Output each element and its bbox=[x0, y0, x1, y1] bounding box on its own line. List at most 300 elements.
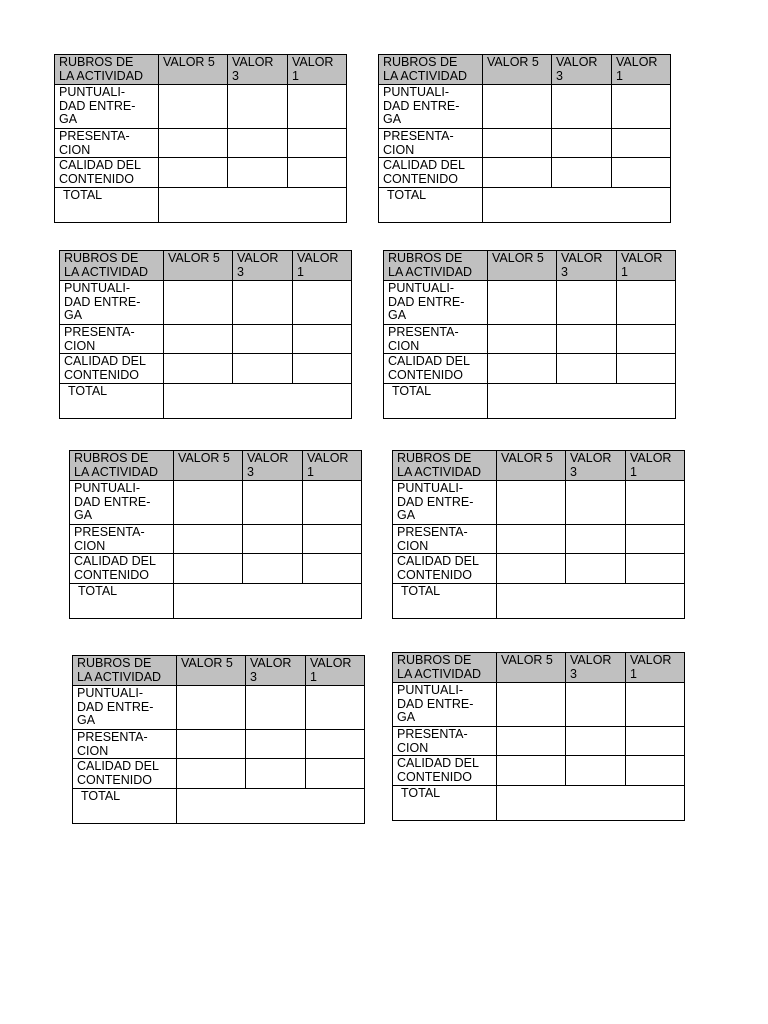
total-label-cell bbox=[393, 786, 497, 821]
puntualidad-valor3-cell bbox=[566, 481, 626, 525]
header-rubros-cell bbox=[55, 55, 159, 85]
puntualidad-valor3-cell bbox=[246, 686, 306, 730]
presentacion-line1: PRESENTA- bbox=[77, 730, 148, 744]
header-valor1-line1: VALOR bbox=[297, 251, 339, 265]
presentacion-valor5-cell bbox=[174, 525, 243, 554]
puntualidad-line2: DAD ENTRE- bbox=[397, 696, 474, 711]
row-calidad bbox=[393, 756, 685, 786]
header-valor3-line2: 3 bbox=[561, 264, 568, 279]
header-row bbox=[393, 451, 685, 481]
puntualidad-line2: DAD ENTRE- bbox=[388, 294, 465, 309]
total-label-cell bbox=[70, 584, 174, 619]
header-rubros-line1: RUBROS DE bbox=[77, 656, 152, 670]
puntualidad-label-cell bbox=[60, 281, 164, 325]
row-puntualidad bbox=[70, 481, 362, 525]
header-rubros-line1: RUBROS DE bbox=[64, 251, 139, 265]
header-valor1-cell bbox=[288, 55, 347, 85]
row-total bbox=[55, 188, 347, 223]
calidad-valor5-cell bbox=[483, 158, 552, 188]
rubric-table-5 bbox=[69, 450, 362, 619]
header-valor1-line2: 1 bbox=[297, 264, 304, 279]
calidad-line1: CALIDAD DEL bbox=[74, 554, 156, 568]
puntualidad-valor5-cell bbox=[159, 85, 228, 129]
puntualidad-line3: GA bbox=[74, 508, 93, 522]
row-presentacion bbox=[73, 730, 365, 759]
header-valor1-cell bbox=[306, 656, 365, 686]
presentacion-valor3-cell bbox=[566, 727, 626, 756]
row-puntualidad bbox=[60, 281, 352, 325]
presentacion-line2: CION bbox=[77, 743, 109, 758]
puntualidad-label-cell bbox=[393, 683, 497, 727]
row-calidad bbox=[55, 158, 347, 188]
puntualidad-label-cell bbox=[379, 85, 483, 129]
puntualidad-line2: DAD ENTRE- bbox=[64, 294, 141, 309]
header-valor1-line2: 1 bbox=[310, 669, 317, 684]
header-valor1-line2: 1 bbox=[630, 666, 637, 681]
puntualidad-valor5-cell bbox=[497, 683, 566, 727]
puntualidad-line1: PUNTUALI- bbox=[74, 481, 140, 495]
calidad-valor3-cell bbox=[552, 158, 612, 188]
calidad-label-cell bbox=[73, 759, 177, 789]
calidad-valor1-cell bbox=[306, 759, 365, 789]
total-label: TOTAL bbox=[78, 584, 118, 598]
header-row bbox=[379, 55, 671, 85]
puntualidad-valor1-cell bbox=[306, 686, 365, 730]
puntualidad-valor3-cell bbox=[243, 481, 303, 525]
total-label: TOTAL bbox=[392, 384, 432, 398]
row-presentacion bbox=[55, 129, 347, 158]
presentacion-valor3-cell bbox=[246, 730, 306, 759]
header-valor1-line2: 1 bbox=[616, 68, 623, 83]
header-valor3-line2: 3 bbox=[570, 666, 577, 681]
calidad-line2: CONTENIDO bbox=[77, 772, 152, 787]
puntualidad-line1: PUNTUALI- bbox=[397, 481, 463, 495]
presentacion-valor3-cell bbox=[243, 525, 303, 554]
header-rubros-line1: RUBROS DE bbox=[388, 251, 463, 265]
header-valor3-line2: 3 bbox=[247, 464, 254, 479]
presentacion-label-cell bbox=[55, 129, 159, 158]
presentacion-label-cell bbox=[393, 525, 497, 554]
header-valor3-cell bbox=[557, 251, 617, 281]
total-label: TOTAL bbox=[401, 786, 441, 800]
header-rubros-line2: LA ACTIVIDAD bbox=[388, 264, 473, 279]
header-valor3-line1: VALOR bbox=[250, 656, 292, 670]
header-valor5-label: VALOR 5 bbox=[178, 451, 230, 465]
puntualidad-valor5-cell bbox=[497, 481, 566, 525]
puntualidad-line3: GA bbox=[397, 710, 416, 724]
puntualidad-line2: DAD ENTRE- bbox=[74, 494, 151, 509]
header-valor3-line1: VALOR bbox=[556, 55, 598, 69]
calidad-valor1-cell bbox=[288, 158, 347, 188]
puntualidad-line2: DAD ENTRE- bbox=[383, 98, 460, 113]
header-row bbox=[55, 55, 347, 85]
puntualidad-valor1-cell bbox=[626, 481, 685, 525]
calidad-valor5-cell bbox=[177, 759, 246, 789]
header-valor5-cell bbox=[164, 251, 233, 281]
row-calidad bbox=[73, 759, 365, 789]
puntualidad-line1: PUNTUALI- bbox=[397, 683, 463, 697]
header-row bbox=[384, 251, 676, 281]
puntualidad-label-cell bbox=[393, 481, 497, 525]
total-label-cell bbox=[379, 188, 483, 223]
puntualidad-line1: PUNTUALI- bbox=[77, 686, 143, 700]
calidad-line1: CALIDAD DEL bbox=[397, 756, 479, 770]
header-valor5-label: VALOR 5 bbox=[501, 451, 553, 465]
header-rubros-line1: RUBROS DE bbox=[397, 653, 472, 667]
calidad-label-cell bbox=[70, 554, 174, 584]
presentacion-line1: PRESENTA- bbox=[59, 129, 130, 143]
total-label-cell bbox=[384, 384, 488, 419]
calidad-line2: CONTENIDO bbox=[388, 367, 463, 382]
calidad-line2: CONTENIDO bbox=[59, 171, 134, 186]
calidad-line2: CONTENIDO bbox=[397, 769, 472, 784]
header-valor3-cell bbox=[552, 55, 612, 85]
calidad-valor3-cell bbox=[566, 554, 626, 584]
header-valor3-line2: 3 bbox=[232, 68, 239, 83]
total-label-cell bbox=[393, 584, 497, 619]
calidad-valor3-cell bbox=[246, 759, 306, 789]
presentacion-valor1-cell bbox=[288, 129, 347, 158]
total-value-cell bbox=[177, 789, 365, 824]
calidad-valor1-cell bbox=[617, 354, 676, 384]
calidad-line1: CALIDAD DEL bbox=[59, 158, 141, 172]
puntualidad-valor1-cell bbox=[293, 281, 352, 325]
total-value-cell bbox=[497, 786, 685, 821]
header-rubros-cell bbox=[393, 653, 497, 683]
row-presentacion bbox=[60, 325, 352, 354]
header-valor5-cell bbox=[497, 653, 566, 683]
calidad-valor1-cell bbox=[612, 158, 671, 188]
header-valor1-cell bbox=[626, 451, 685, 481]
header-rubros-line2: LA ACTIVIDAD bbox=[64, 264, 149, 279]
total-value-cell bbox=[483, 188, 671, 223]
header-rubros-cell bbox=[70, 451, 174, 481]
presentacion-valor1-cell bbox=[626, 727, 685, 756]
header-valor3-cell bbox=[243, 451, 303, 481]
total-label: TOTAL bbox=[63, 188, 103, 202]
header-rubros-cell bbox=[384, 251, 488, 281]
puntualidad-line1: PUNTUALI- bbox=[59, 85, 125, 99]
row-calidad bbox=[393, 554, 685, 584]
header-valor5-label: VALOR 5 bbox=[492, 251, 544, 265]
header-rubros-line2: LA ACTIVIDAD bbox=[77, 669, 162, 684]
calidad-valor5-cell bbox=[497, 554, 566, 584]
puntualidad-valor3-cell bbox=[557, 281, 617, 325]
header-rubros-line1: RUBROS DE bbox=[383, 55, 458, 69]
puntualidad-label-cell bbox=[73, 686, 177, 730]
header-valor5-cell bbox=[159, 55, 228, 85]
total-value-cell bbox=[174, 584, 362, 619]
row-presentacion bbox=[379, 129, 671, 158]
header-valor3-line2: 3 bbox=[556, 68, 563, 83]
total-label: TOTAL bbox=[68, 384, 108, 398]
header-rubros-line2: LA ACTIVIDAD bbox=[383, 68, 468, 83]
presentacion-label-cell bbox=[60, 325, 164, 354]
header-row bbox=[70, 451, 362, 481]
puntualidad-line3: GA bbox=[383, 112, 402, 126]
calidad-valor5-cell bbox=[488, 354, 557, 384]
rubric-table-3 bbox=[59, 250, 352, 419]
calidad-valor5-cell bbox=[164, 354, 233, 384]
total-value-cell bbox=[497, 584, 685, 619]
header-valor5-label: VALOR 5 bbox=[487, 55, 539, 69]
presentacion-valor5-cell bbox=[497, 525, 566, 554]
calidad-valor1-cell bbox=[303, 554, 362, 584]
presentacion-line1: PRESENTA- bbox=[397, 525, 468, 539]
header-valor3-line1: VALOR bbox=[237, 251, 279, 265]
calidad-label-cell bbox=[379, 158, 483, 188]
header-valor1-line1: VALOR bbox=[307, 451, 349, 465]
row-total bbox=[73, 789, 365, 824]
header-rubros-cell bbox=[379, 55, 483, 85]
header-valor3-cell bbox=[228, 55, 288, 85]
header-valor1-line1: VALOR bbox=[630, 451, 672, 465]
calidad-valor3-cell bbox=[228, 158, 288, 188]
calidad-line2: CONTENIDO bbox=[383, 171, 458, 186]
total-label: TOTAL bbox=[387, 188, 427, 202]
calidad-valor5-cell bbox=[174, 554, 243, 584]
row-puntualidad bbox=[393, 481, 685, 525]
puntualidad-line2: DAD ENTRE- bbox=[397, 494, 474, 509]
row-puntualidad bbox=[384, 281, 676, 325]
header-valor5-cell bbox=[483, 55, 552, 85]
calidad-valor3-cell bbox=[243, 554, 303, 584]
presentacion-valor3-cell bbox=[552, 129, 612, 158]
header-valor3-line1: VALOR bbox=[570, 653, 612, 667]
calidad-valor1-cell bbox=[626, 554, 685, 584]
calidad-valor5-cell bbox=[497, 756, 566, 786]
total-label-cell bbox=[73, 789, 177, 824]
puntualidad-valor3-cell bbox=[233, 281, 293, 325]
calidad-valor1-cell bbox=[626, 756, 685, 786]
header-valor3-line1: VALOR bbox=[247, 451, 289, 465]
total-label-cell bbox=[60, 384, 164, 419]
header-rubros-cell bbox=[73, 656, 177, 686]
row-total bbox=[70, 584, 362, 619]
calidad-label-cell bbox=[393, 756, 497, 786]
header-valor1-line1: VALOR bbox=[292, 55, 334, 69]
puntualidad-valor5-cell bbox=[483, 85, 552, 129]
presentacion-line1: PRESENTA- bbox=[388, 325, 459, 339]
presentacion-line2: CION bbox=[64, 338, 96, 353]
presentacion-valor3-cell bbox=[228, 129, 288, 158]
header-valor3-cell bbox=[566, 653, 626, 683]
header-rubros-line1: RUBROS DE bbox=[59, 55, 134, 69]
total-label-cell bbox=[55, 188, 159, 223]
row-total bbox=[379, 188, 671, 223]
calidad-line1: CALIDAD DEL bbox=[397, 554, 479, 568]
header-valor1-cell bbox=[303, 451, 362, 481]
presentacion-label-cell bbox=[384, 325, 488, 354]
presentacion-line1: PRESENTA- bbox=[64, 325, 135, 339]
header-valor3-cell bbox=[246, 656, 306, 686]
header-rubros-line2: LA ACTIVIDAD bbox=[74, 464, 159, 479]
puntualidad-valor1-cell bbox=[303, 481, 362, 525]
presentacion-valor1-cell bbox=[612, 129, 671, 158]
row-total bbox=[393, 584, 685, 619]
presentacion-valor1-cell bbox=[306, 730, 365, 759]
presentacion-line2: CION bbox=[383, 142, 415, 157]
header-valor5-cell bbox=[177, 656, 246, 686]
puntualidad-line3: GA bbox=[64, 308, 83, 322]
puntualidad-valor3-cell bbox=[228, 85, 288, 129]
puntualidad-valor1-cell bbox=[626, 683, 685, 727]
presentacion-valor3-cell bbox=[557, 325, 617, 354]
calidad-valor1-cell bbox=[293, 354, 352, 384]
presentacion-label-cell bbox=[73, 730, 177, 759]
header-valor5-cell bbox=[174, 451, 243, 481]
puntualidad-valor5-cell bbox=[488, 281, 557, 325]
header-valor3-cell bbox=[566, 451, 626, 481]
presentacion-label-cell bbox=[379, 129, 483, 158]
row-presentacion bbox=[70, 525, 362, 554]
calidad-valor3-cell bbox=[233, 354, 293, 384]
header-rubros-line2: LA ACTIVIDAD bbox=[59, 68, 144, 83]
calidad-line2: CONTENIDO bbox=[74, 567, 149, 582]
total-label: TOTAL bbox=[401, 584, 441, 598]
header-rubros-cell bbox=[60, 251, 164, 281]
presentacion-valor5-cell bbox=[177, 730, 246, 759]
row-calidad bbox=[70, 554, 362, 584]
presentacion-line2: CION bbox=[74, 538, 106, 553]
header-valor3-line2: 3 bbox=[237, 264, 244, 279]
header-rubros-line1: RUBROS DE bbox=[397, 451, 472, 465]
puntualidad-valor5-cell bbox=[174, 481, 243, 525]
presentacion-valor1-cell bbox=[617, 325, 676, 354]
header-valor5-cell bbox=[497, 451, 566, 481]
calidad-line1: CALIDAD DEL bbox=[388, 354, 470, 368]
header-valor3-line2: 3 bbox=[250, 669, 257, 684]
presentacion-valor3-cell bbox=[233, 325, 293, 354]
puntualidad-line3: GA bbox=[77, 713, 96, 727]
header-rubros-line2: LA ACTIVIDAD bbox=[397, 666, 482, 681]
header-rubros-cell bbox=[393, 451, 497, 481]
presentacion-line2: CION bbox=[397, 740, 429, 755]
row-total bbox=[60, 384, 352, 419]
calidad-valor3-cell bbox=[566, 756, 626, 786]
rubric-table-7 bbox=[72, 655, 365, 824]
presentacion-valor5-cell bbox=[488, 325, 557, 354]
puntualidad-line3: GA bbox=[388, 308, 407, 322]
calidad-label-cell bbox=[393, 554, 497, 584]
header-valor3-line1: VALOR bbox=[561, 251, 603, 265]
calidad-line1: CALIDAD DEL bbox=[77, 759, 159, 773]
header-valor3-line1: VALOR bbox=[232, 55, 274, 69]
header-row bbox=[73, 656, 365, 686]
header-valor1-cell bbox=[293, 251, 352, 281]
row-puntualidad bbox=[55, 85, 347, 129]
header-valor5-cell bbox=[488, 251, 557, 281]
puntualidad-valor1-cell bbox=[612, 85, 671, 129]
total-value-cell bbox=[159, 188, 347, 223]
calidad-line1: CALIDAD DEL bbox=[383, 158, 465, 172]
header-valor1-line1: VALOR bbox=[621, 251, 663, 265]
header-row bbox=[60, 251, 352, 281]
calidad-label-cell bbox=[55, 158, 159, 188]
rubric-table-2 bbox=[378, 54, 671, 223]
row-puntualidad bbox=[73, 686, 365, 730]
presentacion-label-cell bbox=[393, 727, 497, 756]
puntualidad-valor5-cell bbox=[177, 686, 246, 730]
presentacion-valor1-cell bbox=[626, 525, 685, 554]
header-valor1-line2: 1 bbox=[630, 464, 637, 479]
calidad-line2: CONTENIDO bbox=[64, 367, 139, 382]
puntualidad-line1: PUNTUALI- bbox=[383, 85, 449, 99]
header-valor5-label: VALOR 5 bbox=[181, 656, 233, 670]
row-puntualidad bbox=[379, 85, 671, 129]
row-calidad bbox=[60, 354, 352, 384]
puntualidad-line2: DAD ENTRE- bbox=[77, 699, 154, 714]
calidad-valor5-cell bbox=[159, 158, 228, 188]
header-valor1-line2: 1 bbox=[292, 68, 299, 83]
header-valor5-label: VALOR 5 bbox=[163, 55, 215, 69]
header-valor1-line1: VALOR bbox=[630, 653, 672, 667]
header-rubros-line2: LA ACTIVIDAD bbox=[397, 464, 482, 479]
header-valor1-cell bbox=[626, 653, 685, 683]
header-valor5-label: VALOR 5 bbox=[501, 653, 553, 667]
puntualidad-label-cell bbox=[384, 281, 488, 325]
puntualidad-valor3-cell bbox=[552, 85, 612, 129]
puntualidad-line3: GA bbox=[397, 508, 416, 522]
puntualidad-line1: PUNTUALI- bbox=[64, 281, 130, 295]
header-valor3-cell bbox=[233, 251, 293, 281]
presentacion-valor1-cell bbox=[293, 325, 352, 354]
puntualidad-valor5-cell bbox=[164, 281, 233, 325]
calidad-valor3-cell bbox=[557, 354, 617, 384]
total-value-cell bbox=[488, 384, 676, 419]
puntualidad-valor3-cell bbox=[566, 683, 626, 727]
presentacion-valor5-cell bbox=[164, 325, 233, 354]
puntualidad-line1: PUNTUALI- bbox=[388, 281, 454, 295]
header-valor1-cell bbox=[617, 251, 676, 281]
presentacion-valor1-cell bbox=[303, 525, 362, 554]
presentacion-line2: CION bbox=[388, 338, 420, 353]
puntualidad-line2: DAD ENTRE- bbox=[59, 98, 136, 113]
row-presentacion bbox=[393, 727, 685, 756]
puntualidad-line3: GA bbox=[59, 112, 78, 126]
puntualidad-valor1-cell bbox=[617, 281, 676, 325]
presentacion-label-cell bbox=[70, 525, 174, 554]
calidad-line2: CONTENIDO bbox=[397, 567, 472, 582]
puntualidad-valor1-cell bbox=[288, 85, 347, 129]
presentacion-line1: PRESENTA- bbox=[383, 129, 454, 143]
row-total bbox=[393, 786, 685, 821]
row-presentacion bbox=[384, 325, 676, 354]
calidad-line1: CALIDAD DEL bbox=[64, 354, 146, 368]
total-label: TOTAL bbox=[81, 789, 121, 803]
row-calidad bbox=[379, 158, 671, 188]
puntualidad-label-cell bbox=[70, 481, 174, 525]
header-valor1-line1: VALOR bbox=[616, 55, 658, 69]
row-presentacion bbox=[393, 525, 685, 554]
header-valor1-line2: 1 bbox=[621, 264, 628, 279]
presentacion-line1: PRESENTA- bbox=[397, 727, 468, 741]
calidad-label-cell bbox=[60, 354, 164, 384]
header-valor3-line2: 3 bbox=[570, 464, 577, 479]
header-valor3-line1: VALOR bbox=[570, 451, 612, 465]
rubric-table-4 bbox=[383, 250, 676, 419]
presentacion-valor5-cell bbox=[483, 129, 552, 158]
row-calidad bbox=[384, 354, 676, 384]
rubric-table-6 bbox=[392, 450, 685, 619]
header-row bbox=[393, 653, 685, 683]
header-valor1-line1: VALOR bbox=[310, 656, 352, 670]
puntualidad-label-cell bbox=[55, 85, 159, 129]
rubric-table-8 bbox=[392, 652, 685, 821]
presentacion-line1: PRESENTA- bbox=[74, 525, 145, 539]
header-valor5-label: VALOR 5 bbox=[168, 251, 220, 265]
row-total bbox=[384, 384, 676, 419]
